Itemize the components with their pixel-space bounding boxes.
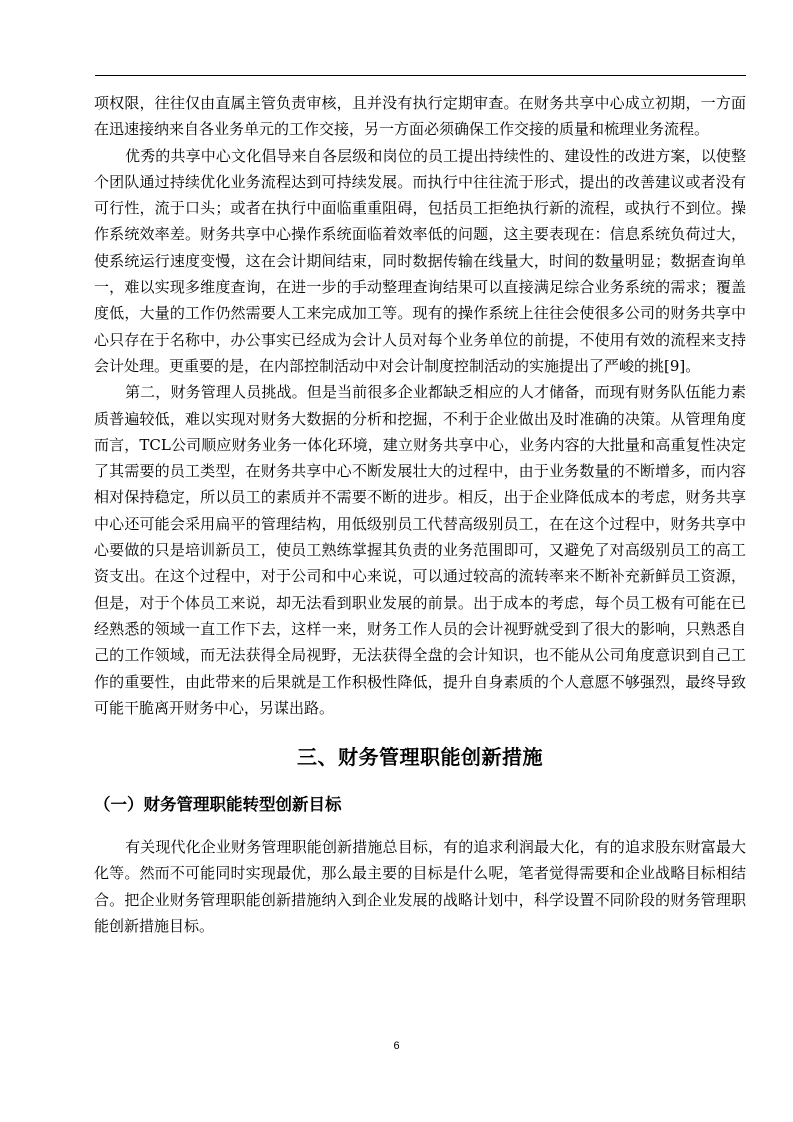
paragraph-shared-center-culture: 优秀的共享中心文化倡导来自各层级和岗位的员工提出持续性的、建设性的改进方案，以使整个团队通过持续优化业务流程达到可持续发展。而执行中往往流于形式，提出的改善建议或者没有可行性，流于口头；或者在执行中面临重重阻碍，包括员工拒绝执行新的流程，或执行不到位。操作系统效率差。财务共享中心操作系统面临着效率低的问题，这主要表现在：信息系统负荷过大，使系统运行速度变慢，这在会计期间结束，同时数据传输在线量大，时间的数量明显；数据查询单一，难以实现多维度查询，在进一步的手动整理查询结果可以直接满足综合业务系统的需求；覆盖度低，大量的工作仍然需要人工来完成加工等。现有的操作系统上往往会使很多公司的财务共享中心只存在于名称中，办公事实已经成为会计人员对每个业务单位的前提，不使用有效的流程来支持会计处理。更重要的是，在内部控制活动中对会计制度控制活动的实施提出了严峻的挑[9]。	[94, 146, 746, 375]
section-heading: 三、财务管理职能创新措施	[297, 745, 543, 770]
paragraph-finance-staff-challenge: 第二，财务管理人员挑战。但是当前很多企业都缺乏相应的人才储备，而现有财务队伍能力素质普遍较低，难以实现对财务大数据的分析和挖掘，不利于企业做出及时准确的决策。从管理角度而言，TCL公司顺应财务业务一体化环境，建立财务共享中心，业务内容的大批量和高重复性决定了其需要的员工类型，在财务共享中心不断发展壮大的过程中，由于业务数量的不断增多，而内容相对保持稳定，所以员工的素质并不需要不断的进步。相反，出于企业降低成本的考虑，财务共享中心还可能会采用扁平的管理结构，用低级别员工代替高级别员工，在在这个过程中，财务共享中心要做的只是培训新员工，使员工熟练掌握其负责的业务范围即可，又避免了对高级别员工的高工资支出。在这个过程中，对于公司和中心来说，可以通过较高的流转率来不断补充新鲜员工资源，但是，对于个体员工来说，却无法看到职业发展的前景。出于成本的考虑，每个员工极有可能在已经熟悉的领域一直工作下去，这样一来，财务工作人员的会计视野就受到了很大的影响，只熟悉自己的工作领域，而无法获得全局视野，无法获得全盘的会计知识，也不能从公司角度意识到自己工作的重要性，由此带来的后果就是工作积极性降低，提升自身素质的个人意愿不够强烈，最终导致可能干脆离开财务中心，另谋出路。	[94, 383, 746, 717]
subsection-heading: （一）财务管理职能转型创新目标	[94, 795, 342, 815]
paragraph-continuation: 项权限，往往仅由直属主管负责审核，且并没有执行定期审查。在财务共享中心成立初期，一方面在迅速接纳来自各业务单元的工作交接，另一方面必须确保工作交接的质量和梳理业务流程。	[94, 94, 746, 139]
paragraph-innovation-goal: 有关现代化企业财务管理职能创新措施总目标，有的追求利润最大化，有的追求股东财富最大化等。然而不可能同时实现最优，那么最主要的目标是什么呢，笔者觉得需要和企业战略目标相结合。把企业财务管理职能创新措施纳入到企业发展的战略计划中，科学设置不同阶段的财务管理职能创新措施目标。	[94, 838, 746, 936]
page-body	[94, 90, 746, 939]
header-rule	[95, 75, 746, 76]
page-number: 6	[393, 1040, 400, 1052]
